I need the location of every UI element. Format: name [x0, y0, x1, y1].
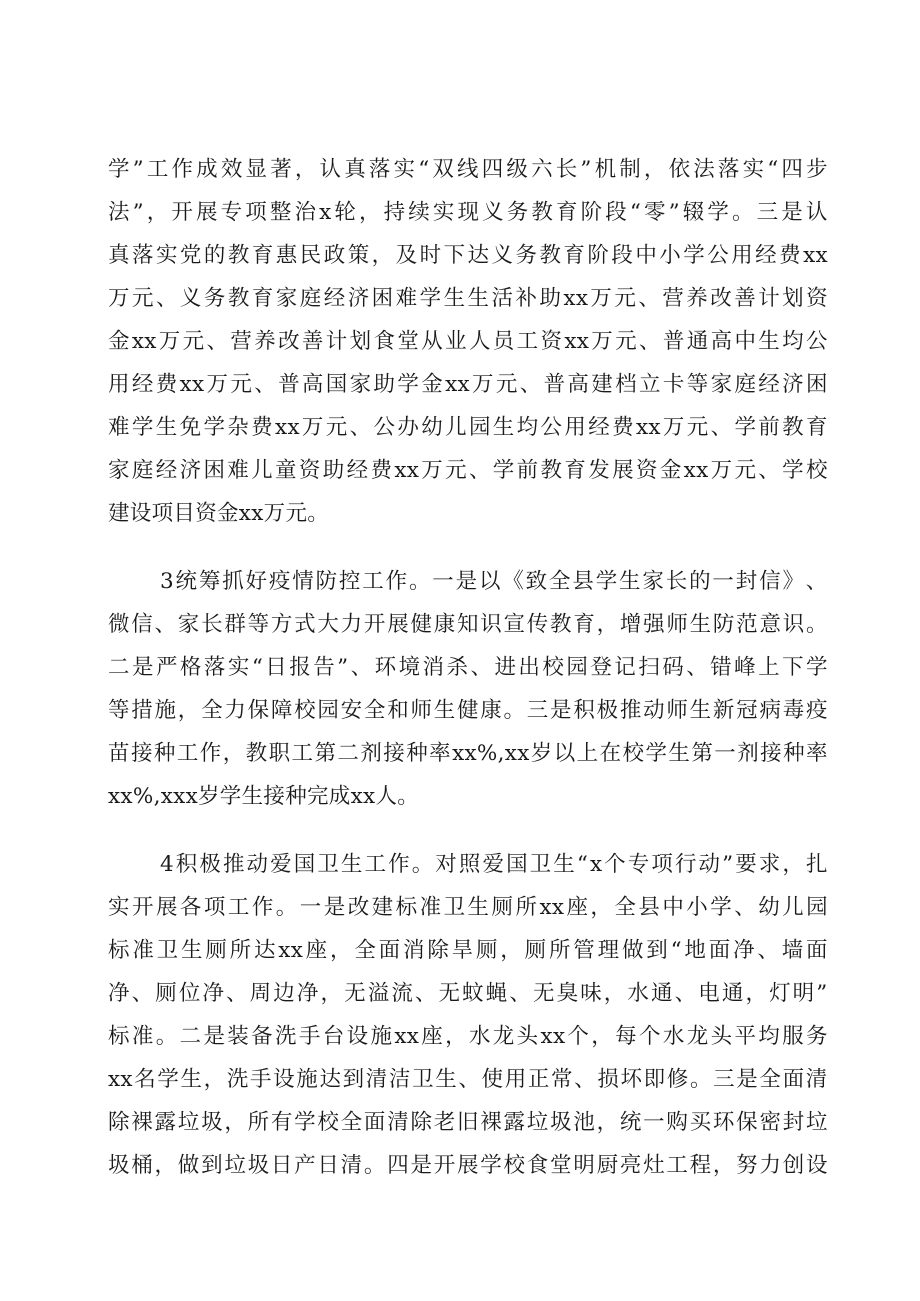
paragraph-line: 净 、 厕 位 净 、 周 边 净 ， 无 溢 流 、 无 蚊 蝇 、 无 臭 味 ， 水 通 、 电 通 ， 灯 明 ” [108, 981, 828, 1006]
paragraph-line: xx 名 学 生 ， 洗 手 设 施 达 到 清 洁 卫 生 、 使 用 正 常 、 损 坏 即 修 。 三 是 全 面 清 [108, 1067, 828, 1092]
paragraph-line: 圾 桶 ， 做 到 垃 圾 日 产 日 清 。 四 是 开 展 学 校 食 堂 明 厨 亮 灶 工 程 ， 努 力 创 设 [108, 1153, 828, 1178]
paragraph-line: 苗 接 种 工 作 ， 教 职 工 第 二 剂 接 种 率 xx%,xx 岁 以 上 在 校 学 生 第 一 剂 接 种 率 [108, 741, 828, 766]
paragraph-line-last: xx%,xxx岁学生接种完成xx人。 [108, 784, 420, 809]
paragraph-first-line: 4 积 极 推 动 爱 国 卫 生 工 作 。 对 照 爱 国 卫 生 “ x 个 专 项 行 动 ” 要 求 ， 扎 [160, 852, 828, 877]
paragraph-line: 微 信 、 家 长 群 等 方 式 大 力 开 展 健 康 知 识 宣 传 教 育 ， 增 强 师 生 防 范 意 识 。 [108, 612, 828, 637]
paragraph-line: 标 准 。 二 是 装 备 洗 手 台 设 施 xx 座 ， 水 龙 头 xx 个 ， 每 个 水 龙 头 平 均 服 务 [108, 1024, 828, 1049]
paragraph-line: 用 经 费 xx 万 元 、 普 高 国 家 助 学 金 xx 万 元 、 普 高 建 档 立 卡 等 家 庭 经 济 困 [108, 372, 828, 397]
paragraph-line: 二 是 严 格 落 实 “ 日 报 告 ” 、 环 境 消 杀 、 进 出 校 园 登 记 扫 码 、 错 峰 上 下 学 [108, 655, 828, 680]
paragraph-line: 标 准 卫 生 厕 所 达 xx 座 ， 全 面 消 除 旱 厕 ， 厕 所 管 理 做 到 “ 地 面 净 、 墙 面 [108, 938, 828, 963]
paragraph-line: 学 ” 工 作 成 效 显 著 ， 认 真 落 实 “ 双 线 四 级 六 长 ” 机 制 ， 依 法 落 实 “ 四 步 [108, 157, 828, 182]
paragraph-line: 实 开 展 各 项 工 作 。 一 是 改 建 标 准 卫 生 厕 所 xx 座 ， 全 县 中 小 学 、 幼 儿 园 [108, 895, 828, 920]
paragraph-line: 法 ” ， 开 展 专 项 整 治 x 轮 ， 持 续 实 现 义 务 教 育 阶 段 “ 零 ” 辍 学 。 三 是 认 [108, 200, 828, 225]
paragraph-first-line: 3 统 筹 抓 好 疫 情 防 控 工 作 。 一 是 以 《 致 全 县 学 生 家 长 的 一 封 信 》 、 [160, 569, 828, 594]
paragraph-line: 真 落 实 党 的 教 育 惠 民 政 策 ， 及 时 下 达 义 务 教 育 阶 段 中 小 学 公 用 经 费 xx [108, 243, 828, 268]
paragraph-line: 除 裸 露 垃 圾 ， 所 有 学 校 全 面 清 除 老 旧 裸 露 垃 圾 池 ， 统 一 购 买 环 保 密 封 垃 [108, 1110, 828, 1135]
paragraph-line: 金 xx 万 元 、 营 养 改 善 计 划 食 堂 从 业 人 员 工 资 xx 万 元 、 普 通 高 中 生 均 公 [108, 329, 828, 354]
paragraph-line: 家 庭 经 济 困 难 儿 童 资 助 经 费 xx 万 元 、 学 前 教 育 发 展 资 金 xx 万 元 、 学 校 [108, 458, 828, 483]
paragraph-line: 万 元 、 义 务 教 育 家 庭 经 济 困 难 学 生 生 活 补 助 xx 万 元 、 营 养 改 善 计 划 资 [108, 286, 828, 311]
paragraph-line-last: 建设项目资金xx万元。 [108, 501, 330, 526]
paragraph-line: 难 学 生 免 学 杂 费 xx 万 元 、 公 办 幼 儿 园 生 均 公 用 经 费 xx 万 元 、 学 前 教 育 [108, 415, 828, 440]
paragraph-line: 等 措 施 ， 全 力 保 障 校 园 安 全 和 师 生 健 康 。 三 是 积 极 推 动 师 生 新 冠 病 毒 疫 [108, 698, 828, 723]
